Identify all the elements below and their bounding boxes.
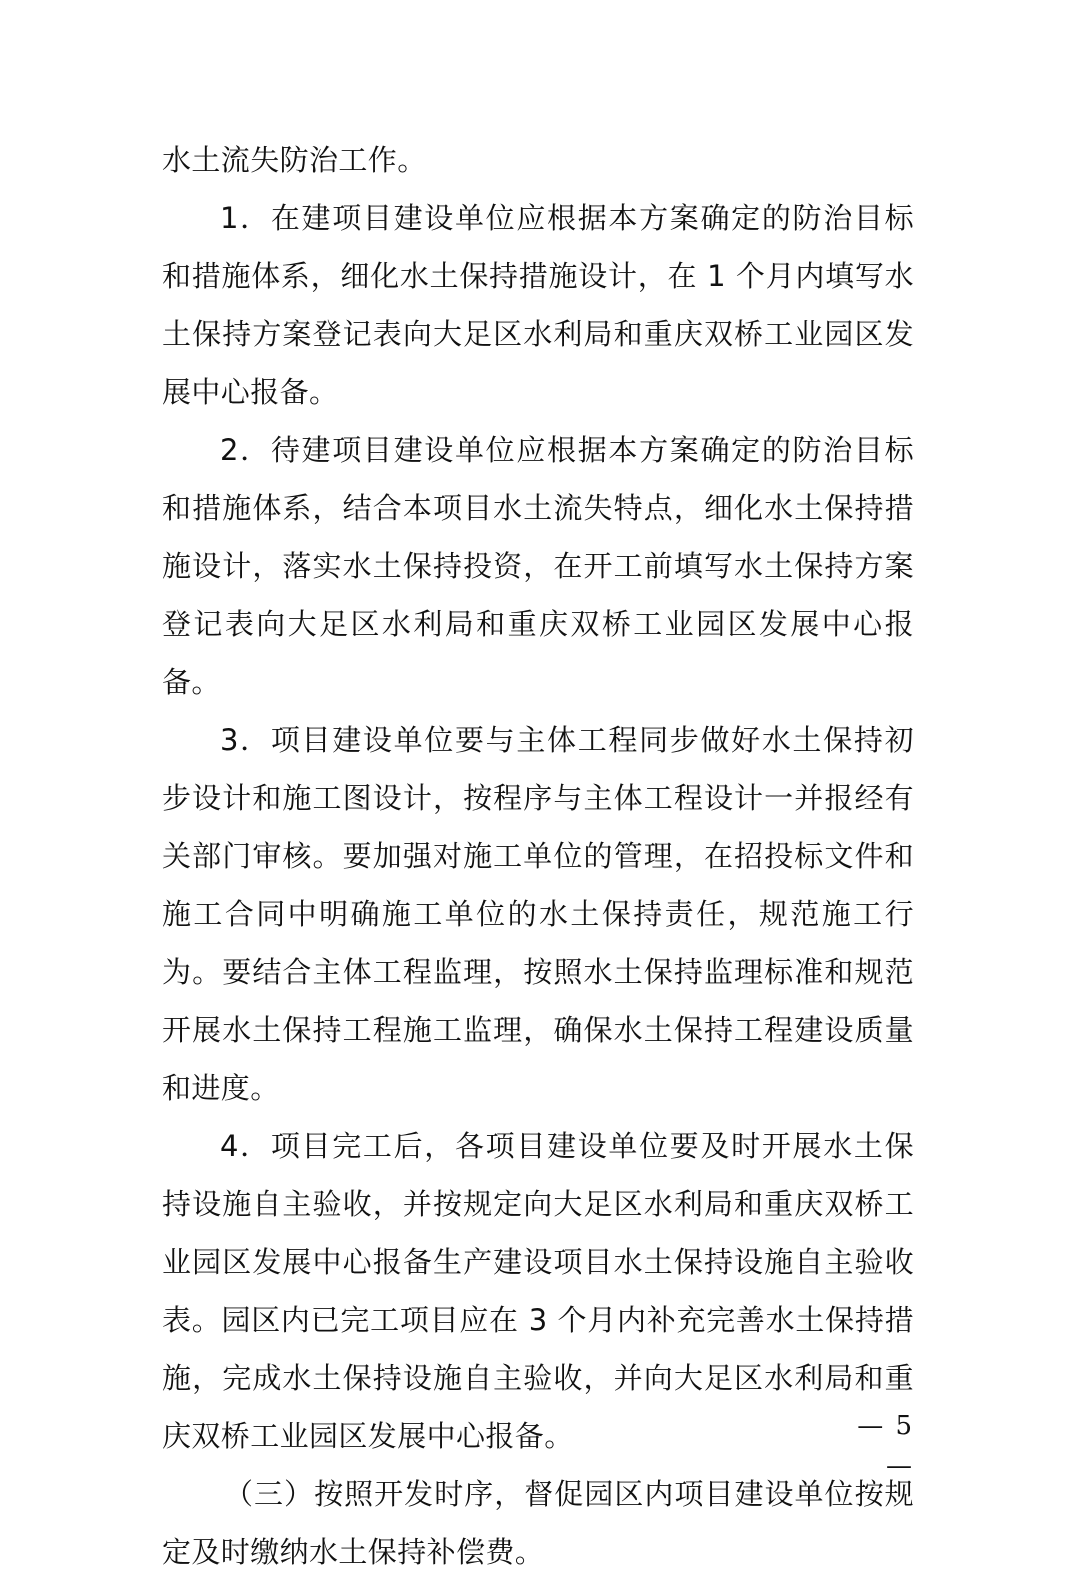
body-text xyxy=(162,131,914,1581)
page-number: — 5 — xyxy=(857,1411,914,1481)
paragraph-item-2: 2．待建项目建设单位应根据本方案确定的防治目标和措施体系，结合本项目水土流失特点，细化水土保持措施设计，落实水土保持投资，在开工前填写水土保持方案登记表向大足区水利局和重庆双桥工业园区发展中心报备。 xyxy=(162,433,914,699)
paragraph-item-1: 1．在建项目建设单位应根据本方案确定的防治目标和措施体系，细化水土保持措施设计，在 1 个月内填写水土保持方案登记表向大足区水利局和重庆双桥工业园区发展中心报备。 xyxy=(162,201,914,409)
paragraph-item-3: 3．项目建设单位要与主体工程同步做好水土保持初步设计和施工图设计，按程序与主体工程设计一并报经有关部门审核。要加强对施工单位的管理，在招投标文件和施工合同中明确施工单位的水土保持责任，规范施工行为。要结合主体工程监理，按照水土保持监理标准和规范开展水土保持工程施工监理，确保水土保持工程建设质量和进度。 xyxy=(162,723,914,1105)
paragraph-section-3: （三）按照开发时序，督促园区内项目建设单位按规定及时缴纳水土保持补偿费。 xyxy=(162,1477,914,1569)
paragraph-item-4: 4．项目完工后，各项目建设单位要及时开展水土保持设施自主验收，并按规定向大足区水利局和重庆双桥工业园区发展中心报备生产建设项目水土保持设施自主验收表。园区内已完工项目应在 3 个月内补充完善水土保持措施，完成水土保持设施自主验收，并向大足区水利局和重庆双桥工业园区发展中心报备。 xyxy=(162,1129,914,1453)
paragraph-continuation: 水土流失防治工作。 xyxy=(162,143,427,177)
